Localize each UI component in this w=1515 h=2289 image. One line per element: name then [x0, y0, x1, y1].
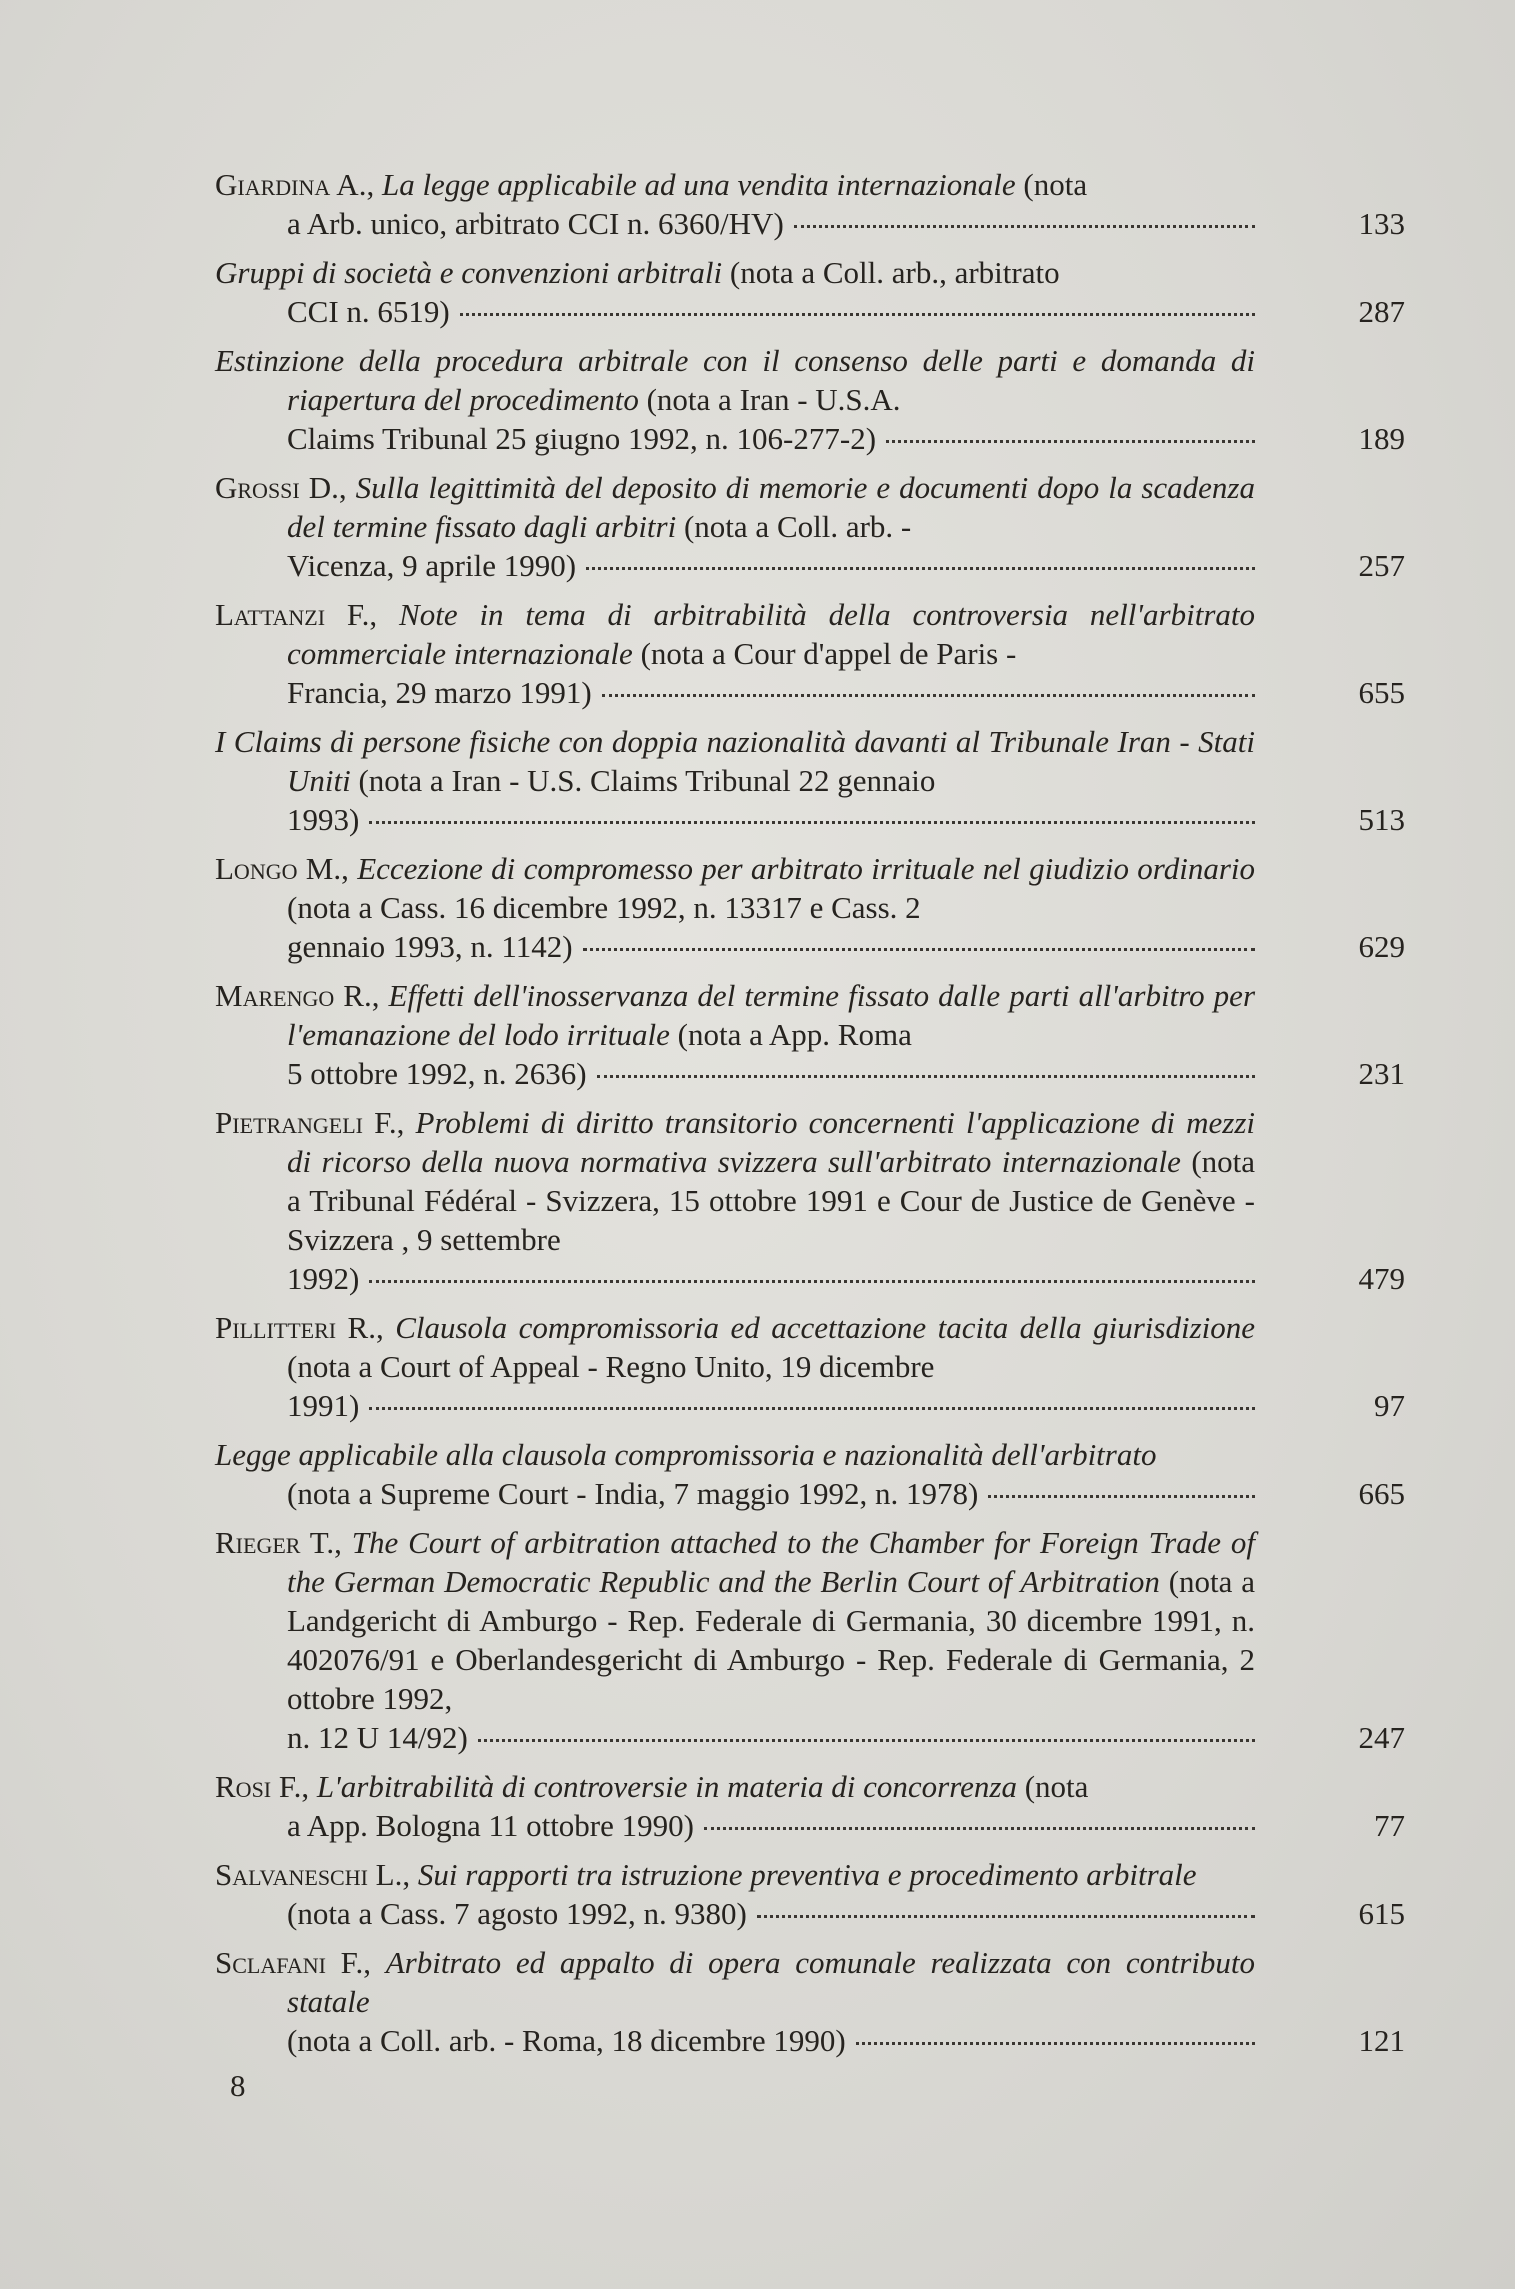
entry-note-tail: a Arb. unico, arbitrato CCI n. 6360/HV) [287, 206, 784, 241]
entry-title: Estinzione della procedura arbitrale con il consenso delle parti e domanda di riapertura del procedimento [215, 343, 1255, 417]
entry-tail-row [287, 2021, 1255, 2060]
entry-tail-row [287, 419, 1255, 458]
index-entry [215, 976, 1420, 1093]
entry-text [215, 1523, 1255, 1757]
entry-tail-row [287, 292, 1255, 331]
entry-title: Legge applicabile alla clausola compromissoria e nazionalità dell'arbitrato [215, 1437, 1157, 1472]
entry-title: Sulla legittimità del deposito di memorie e documenti dopo la scadenza del termine fissato dagli arbitri [287, 470, 1255, 544]
leader-dots [757, 1914, 1255, 1918]
entry-author: Marengo R., [215, 978, 380, 1013]
entry-tail-row [287, 800, 1255, 839]
leader-dots [597, 1074, 1255, 1078]
entry-text [215, 165, 1255, 243]
index-list [215, 165, 1420, 2070]
entry-note: (nota a Iran - U.S. Claims Tribunal 22 gennaio [358, 763, 936, 798]
entry-tail-row [287, 1806, 1255, 1845]
entry-page-number: 247 [1358, 1720, 1405, 1755]
index-entry [215, 722, 1420, 839]
entry-page-number: 231 [1358, 1056, 1405, 1091]
entry-note-tail: (nota a Cass. 7 agosto 1992, n. 9380) [287, 1896, 747, 1931]
entry-text [215, 1767, 1255, 1845]
leader-dots [886, 439, 1255, 443]
entry-title: Problemi di diritto transitorio concernenti l'applicazione di mezzi di ricorso della nuova normativa svizzera sull'arbitrato internazionale [287, 1105, 1255, 1179]
entry-note-tail: CCI n. 6519) [287, 294, 450, 329]
index-entry [215, 341, 1420, 458]
entry-tail-row [287, 1894, 1255, 1933]
entry-note-tail: Francia, 29 marzo 1991) [287, 675, 592, 710]
leader-dots [369, 820, 1255, 824]
entry-note: (nota a Cour d'appel de Paris - [640, 636, 1017, 671]
entry-text [215, 1308, 1255, 1425]
entry-text [215, 595, 1255, 712]
entry-tail-row [287, 546, 1255, 585]
entry-page-number: 257 [1358, 548, 1405, 583]
entry-page-number: 133 [1358, 206, 1405, 241]
entry-note-tail: (nota a Coll. arb. - Roma, 18 dicembre 1990) [287, 2023, 846, 2058]
entry-page-number: 189 [1358, 421, 1405, 456]
entry-title: L'arbitrabilità di controversie in materia di concorrenza [316, 1769, 1017, 1804]
index-entry [215, 1943, 1420, 2060]
index-entry [215, 849, 1420, 966]
entry-page-number: 287 [1358, 294, 1405, 329]
entry-note: (nota a Landgericht di Amburgo - Rep. Federale di Germania, 30 dicembre 1991, n. 402076/91 e Oberlandesgericht di Amburgo - Rep. Federale di Germania, 2 ottobre 1992, [287, 1564, 1255, 1716]
entry-author: Pillitteri R., [215, 1310, 384, 1345]
entry-note-tail: 1993) [287, 802, 360, 837]
leader-dots [478, 1738, 1255, 1742]
entry-title: Sui rapporti tra istruzione preventiva e procedimento arbitrale [417, 1857, 1197, 1892]
entry-note-tail: gennaio 1993, n. 1142) [287, 929, 573, 964]
entry-page-number: 479 [1358, 1261, 1405, 1296]
index-entry [215, 1855, 1420, 1933]
entry-author: Rosi F., [215, 1769, 310, 1804]
entry-note-tail: Vicenza, 9 aprile 1990) [287, 548, 577, 583]
entry-text [215, 1435, 1255, 1513]
entry-title: La legge applicabile ad una vendita internazionale [381, 167, 1016, 202]
entry-note-tail: 1991) [287, 1388, 360, 1423]
entry-tail-row [287, 673, 1255, 712]
entry-title: Clausola compromissoria ed accettazione tacita della giurisdizione [395, 1310, 1256, 1345]
leader-dots [583, 947, 1255, 951]
entry-note: (nota a Coll. arb., arbitrato [729, 255, 1060, 290]
entry-text [215, 849, 1255, 966]
entry-text [215, 253, 1255, 331]
entry-note: (nota a App. Roma [677, 1017, 912, 1052]
leader-dots [856, 2041, 1255, 2045]
index-entry [215, 595, 1420, 712]
entry-author: Rieger T., [215, 1525, 342, 1560]
entry-tail-row [287, 1718, 1255, 1757]
entry-tail-row [287, 1474, 1255, 1513]
entry-tail-row [287, 927, 1255, 966]
entry-text [215, 1855, 1255, 1933]
entry-title: Gruppi di società e convenzioni arbitrali [215, 255, 723, 290]
entry-tail-row [287, 204, 1255, 243]
entry-note-tail: 1992) [287, 1261, 360, 1296]
entry-author: Longo M., [215, 851, 349, 886]
entry-note: (nota [1023, 167, 1088, 202]
index-entry [215, 1435, 1420, 1513]
entry-note-tail: (nota a Supreme Court - India, 7 maggio 1992, n. 1978) [287, 1476, 979, 1511]
entry-text [215, 341, 1255, 458]
leader-dots [586, 566, 1255, 570]
index-entry [215, 165, 1420, 243]
index-entry [215, 253, 1420, 331]
index-entry [215, 1103, 1420, 1298]
entry-author: Pietrangeli F., [215, 1105, 405, 1140]
entry-author: Giardina A., [215, 167, 375, 202]
entry-page-number: 77 [1374, 1808, 1405, 1843]
entry-note: (nota a Iran - U.S.A. [646, 382, 901, 417]
entry-author: Sclafani F., [215, 1945, 371, 1980]
leader-dots [369, 1279, 1255, 1283]
entry-note: (nota a Coll. arb. - [683, 509, 912, 544]
entry-title: I Claims di persone fisiche con doppia nazionalità davanti al Tribunale Iran - Stati Uniti [215, 724, 1255, 798]
entry-note-tail: Claims Tribunal 25 giugno 1992, n. 106-277-2) [287, 421, 877, 456]
leader-dots [602, 693, 1255, 697]
entry-title: Eccezione di compromesso per arbitrato irrituale nel giudizio ordinario [357, 851, 1255, 886]
entry-tail-row [287, 1054, 1255, 1093]
entry-note: (nota a Cass. 16 dicembre 1992, n. 13317 e Cass. 2 [287, 890, 921, 925]
entry-author: Salvaneschi L., [215, 1857, 411, 1892]
leader-dots [794, 224, 1255, 228]
leader-dots [460, 312, 1255, 316]
entry-page-number: 615 [1358, 1896, 1405, 1931]
leader-dots [369, 1406, 1255, 1410]
leader-dots [988, 1494, 1255, 1498]
index-entry [215, 1308, 1420, 1425]
page-number: 8 [230, 2068, 246, 2103]
entry-page-number: 97 [1374, 1388, 1405, 1423]
entry-note-tail: 5 ottobre 1992, n. 2636) [287, 1056, 587, 1091]
entry-page-number: 665 [1358, 1476, 1405, 1511]
entry-text [215, 1943, 1255, 2060]
entry-author: Lattanzi F., [215, 597, 378, 632]
entry-title: Arbitrato ed appalto di opera comunale realizzata con contributo statale [287, 1945, 1256, 2019]
index-entry [215, 468, 1420, 585]
entry-author: Grossi D., [215, 470, 347, 505]
index-entry [215, 1767, 1420, 1845]
entry-note: (nota a Court of Appeal - Regno Unito, 19 dicembre [287, 1349, 935, 1384]
entry-text [215, 468, 1255, 585]
entry-note-tail: n. 12 U 14/92) [287, 1720, 468, 1755]
entry-title: Effetti dell'inosservanza del termine fissato dalle parti all'arbitro per l'emanazione del lodo irrituale [287, 978, 1256, 1052]
entry-note: (nota [1024, 1769, 1089, 1804]
entry-page-number: 655 [1358, 675, 1405, 710]
index-entry [215, 1523, 1420, 1757]
entry-note: (nota a Tribunal Fédéral - Svizzera, 15 ottobre 1991 e Cour de Justice de Genève - Svizzera , 9 settembre [287, 1144, 1256, 1257]
entry-note-tail: a App. Bologna 11 ottobre 1990) [287, 1808, 694, 1843]
entry-page-number: 121 [1358, 2023, 1405, 2058]
entry-text [215, 1103, 1255, 1298]
entry-text [215, 976, 1255, 1093]
entry-title: The Court of arbitration attached to the Chamber for Foreign Trade of the German Democratic Republic and the Berlin Court of Arbitration [287, 1525, 1256, 1599]
entry-text [215, 722, 1255, 839]
entry-tail-row [287, 1386, 1255, 1425]
entry-title: Note in tema di arbitrabilità della controversia nell'arbitrato commerciale internazionale [287, 597, 1255, 671]
entry-tail-row [287, 1259, 1255, 1298]
leader-dots [704, 1826, 1255, 1830]
entry-page-number: 629 [1358, 929, 1405, 964]
entry-page-number: 513 [1358, 802, 1405, 837]
